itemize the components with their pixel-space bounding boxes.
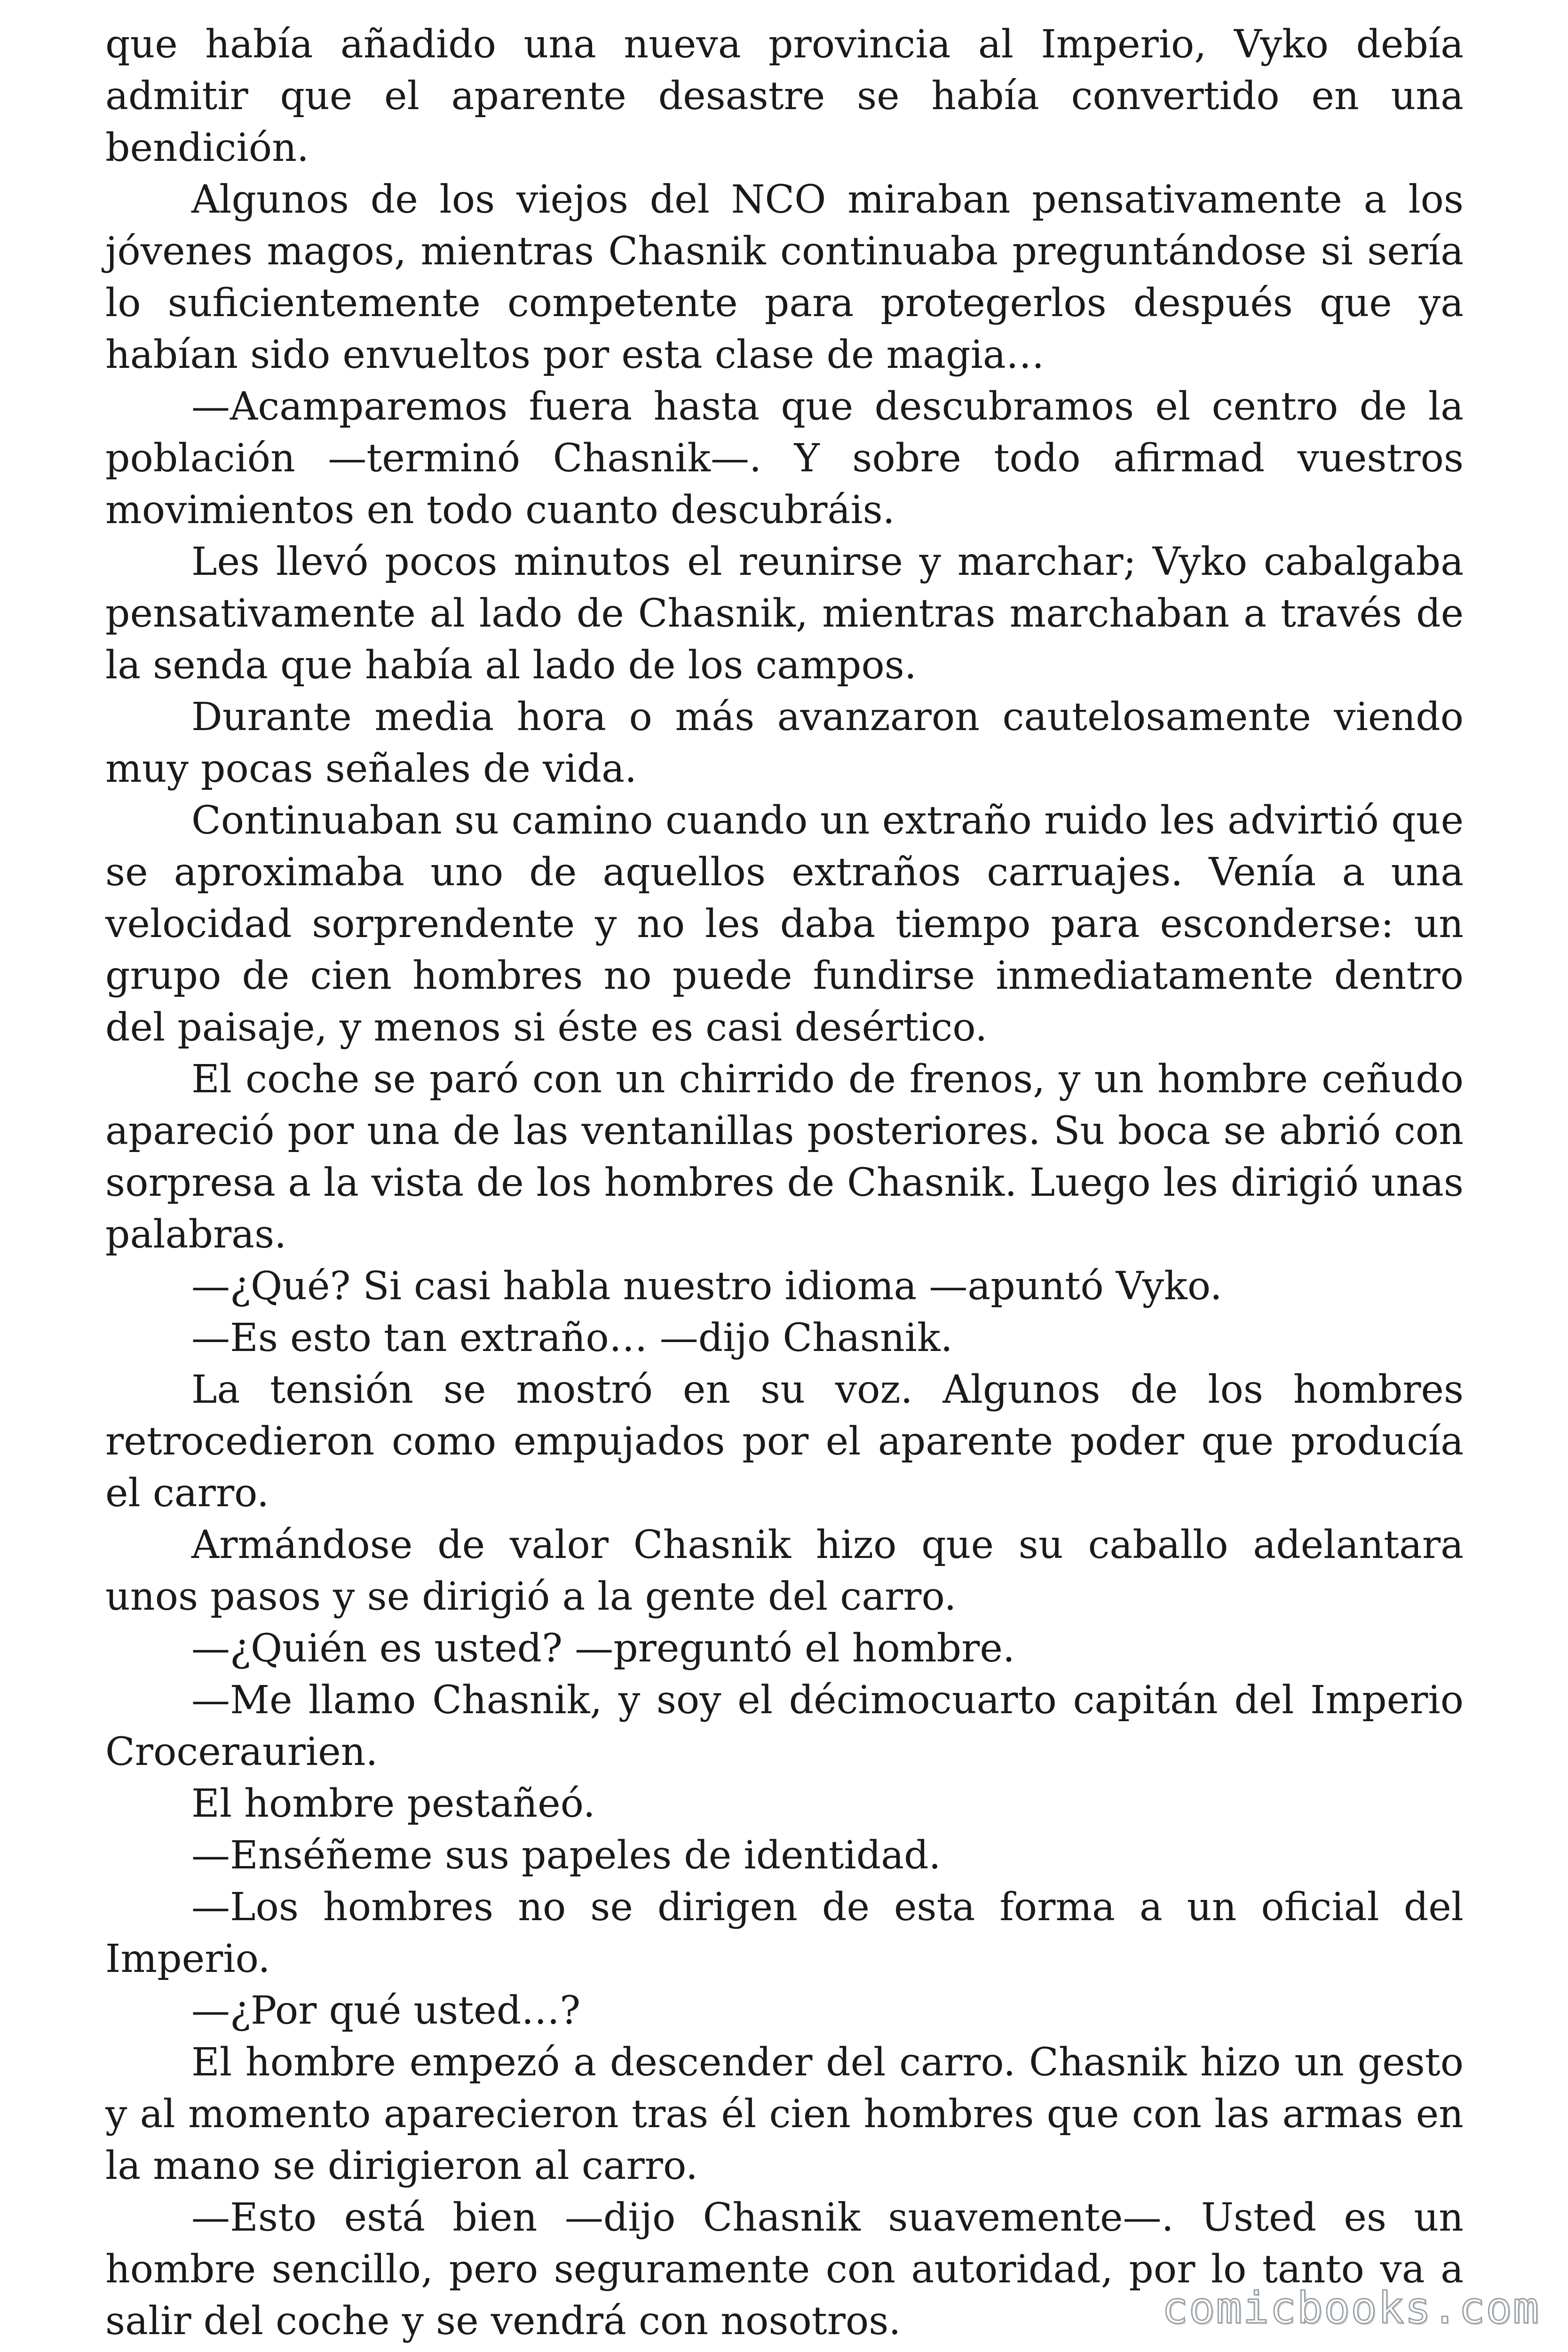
paragraph-6: Continuaban su camino cuando un extraño ruido les advirtió que se aproximaba uno de aquellos extraños carruajes. Venía a una velocidad sorprendente y no les daba tiempo para esconderse: un grupo de cien hombres no puede fundirse inmediatamente dentro del paisaje, y menos si éste es casi desértico. <box>105 798 1464 1050</box>
paragraph-4: Les llevó pocos minutos el reunirse y marchar; Vyko cabalgaba pensativamente al lado de Chasnik, mientras marchaban a través de la senda que había al lado de los campos. <box>105 540 1464 688</box>
paragraph-1: que había añadido una nueva provincia al Imperio, Vyko debía admitir que el aparente desastre se había convertido en una bendición. <box>105 22 1464 170</box>
paragraph-13: —Me llamo Chasnik, y soy el décimocuarto capitán del Imperio Croceraurien. <box>105 1678 1464 1774</box>
paragraph-12: —¿Quién es usted? —preguntó el hombre. <box>191 1626 1015 1671</box>
paragraph-18: El hombre empezó a descender del carro. Chasnik hizo un gesto y al momento aparecieron tras él cien hombres que con las armas en la mano se dirigieron al carro. <box>105 2040 1464 2188</box>
paragraph-8: —¿Qué? Si casi habla nuestro idioma —apuntó Vyko. <box>191 1264 1222 1309</box>
paragraph-7: El coche se paró con un chirrido de frenos, y un hombre ceñudo apareció por una de las ventanillas posteriores. Su boca se abrió con sorpresa a la vista de los hombres de Chasnik. Luego les dirigió unas palabras. <box>105 1057 1464 1257</box>
paragraph-14: El hombre pestañeó. <box>191 1781 595 1826</box>
paragraph-19: —Esto está bien —dijo Chasnik suavemente—. Usted es un hombre sencillo, pero seguramente con autoridad, por lo tanto va a salir del coche y se vendrá con nosotros. <box>105 2195 1464 2344</box>
paragraph-10: La tensión se mostró en su voz. Algunos de los hombres retrocedieron como empujados por el aparente poder que producía el carro. <box>105 1367 1464 1516</box>
paragraph-9: —Es esto tan extraño… —dijo Chasnik. <box>191 1316 953 1360</box>
paragraph-15: —Enséñeme sus papeles de identidad. <box>191 1833 941 1878</box>
paragraph-5: Durante media hora o más avanzaron cautelosamente viendo muy pocas señales de vida. <box>105 695 1464 791</box>
paragraph-2: Algunos de los viejos del NCO miraban pensativamente a los jóvenes magos, mientras Chasnik continuaba preguntándose si sería lo suficientemente competente para protegerlos después que ya habían sido envueltos por esta clase de magia… <box>105 177 1464 377</box>
paragraph-3: —Acamparemos fuera hasta que descubramos el centro de la población —terminó Chasnik—. Y sobre todo afirmad vuestros movimientos en todo cuanto descubráis. <box>105 384 1464 532</box>
paragraph-11: Armándose de valor Chasnik hizo que su caballo adelantara unos pasos y se dirigió a la gente del carro. <box>105 1523 1464 1619</box>
book-page-text <box>105 19 1464 2347</box>
watermark: comicbooks.com <box>1162 2283 1540 2333</box>
paragraph-16: —Los hombres no se dirigen de esta forma a un oficial del Imperio. <box>105 1885 1464 1981</box>
paragraph-17: —¿Por qué usted…? <box>191 1988 581 2033</box>
